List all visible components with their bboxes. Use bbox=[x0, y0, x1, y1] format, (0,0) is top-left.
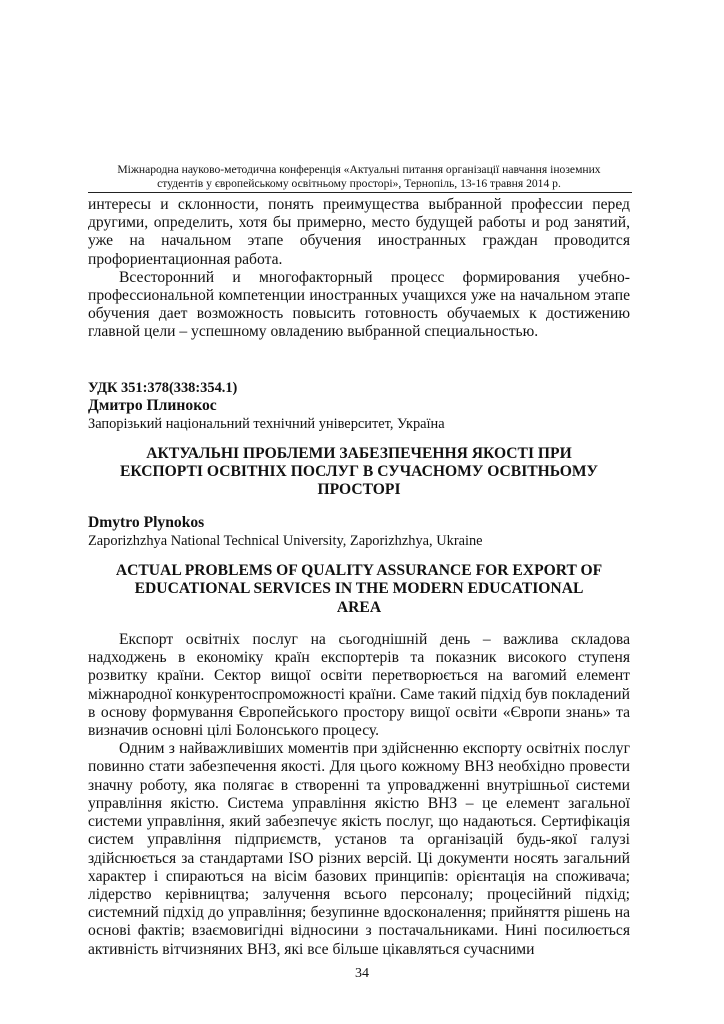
article-title-en bbox=[88, 562, 630, 617]
article-title-en-line-2: EDUCATIONAL SERVICES IN THE MODERN EDUCATIONAL bbox=[134, 580, 584, 598]
body-paragraph-2: Одним з найважливіших моментів при здійсненню експорту освітніх послуг повинно стати забезпечення якості. Для цього кожному ВНЗ необхідно провести значну роботу, яка полягає в створенні та упровадженні внутрішньої системи управління якістю. Система управління якістю ВНЗ – це елемент загальної системи управління, який забезпечує якість послуг, що надаються. Сертифікація систем управління підприємств, установ та організацій будь-якої галузі здійснюється за стандартами ISO різних версій. Ці документи носять загальний характер і спираються на вісім базових принципів: орієнтація на споживача; лідерство керівництва; залучення всього персоналу; процесійний підхід; системний підхід до управління; безупинне вдосконалення; прийняття рішень на основі фактів; взаємовигідні відносини з постачальниками. Нині посилюється активність вітчизняних ВНЗ, які все більше цікавляться сучасними bbox=[88, 740, 630, 958]
article-title-uk-line-1: АКТУАЛЬНІ ПРОБЛЕМИ ЗАБЕЗПЕЧЕННЯ ЯКОСТІ ПРИ bbox=[146, 444, 572, 462]
body-paragraph-1: Експорт освітніх послуг на сьогоднішній день – важлива складова надходжень в економіку країн експортерів та показник високого ступеня розвитку країни. Сектор вищої освіти перетворюється на вагомий елемент міжнародної конкурентоспроможності країни. Саме такий підхід був покладений в основу формування Європейського простору вищої освіти «Європи знань» та визначив основні цілі Болонського процесу. bbox=[88, 631, 630, 740]
header-rule bbox=[88, 192, 632, 193]
running-header-line-1: Міжнародна науково-методична конференція «Актуальні питання організації навчання іноземних bbox=[117, 163, 601, 176]
author-name-en: Dmytro Plynokos bbox=[88, 513, 205, 531]
article-title-uk-line-3: ПРОСТОРІ bbox=[317, 481, 401, 499]
spacer bbox=[88, 617, 630, 631]
running-header bbox=[88, 163, 630, 191]
affiliation-en: Zaporizhzhya National Technical University, Zaporizhzhya, Ukraine bbox=[88, 532, 483, 549]
continuation-paragraph-2: Всесторонний и многофакторный процесс формирования учебно-профессиональной компетенции иностранных учащихся уже на начальном этапе обучения дает возможность повысить готовность обучаемых к достижению главной цели – успешному овладению выбранной специальностью. bbox=[88, 268, 630, 341]
article-title-uk bbox=[88, 445, 630, 500]
udk-code: УДК 351:378(338:354.1) bbox=[88, 379, 238, 396]
section-spacer bbox=[88, 342, 630, 379]
continuation-paragraph-1: интересы и склонности, понять преимущества выбранной профессии перед другими, определить, хотя бы примерно, место будущей работы и род занятий, уже на начальном этапе обучения иностранных граждан проводится профориентационная работа. bbox=[88, 196, 630, 268]
page-number: 34 bbox=[355, 966, 369, 981]
article-title-uk-line-2: ЕКСПОРТІ ОСВІТНІХ ПОСЛУГ В СУЧАСНОМУ ОСВІТНЬОМУ bbox=[119, 463, 599, 481]
article-title-en-line-1: ACTUAL PROBLEMS OF QUALITY ASSURANCE FOR EXPORT OF bbox=[115, 561, 603, 579]
author-name-uk: Дмитро Плинокос bbox=[88, 396, 217, 414]
page-content bbox=[88, 196, 630, 959]
spacer bbox=[88, 500, 630, 514]
running-header-line-2: студентів у європейському освітньому просторі», Тернопіль, 13-16 травня 2014 р. bbox=[157, 177, 561, 190]
spacer bbox=[88, 433, 630, 445]
article-title-en-line-3: AREA bbox=[336, 598, 382, 616]
affiliation-uk: Запорізький національний технічний університет, Україна bbox=[88, 415, 445, 432]
spacer bbox=[88, 550, 630, 562]
